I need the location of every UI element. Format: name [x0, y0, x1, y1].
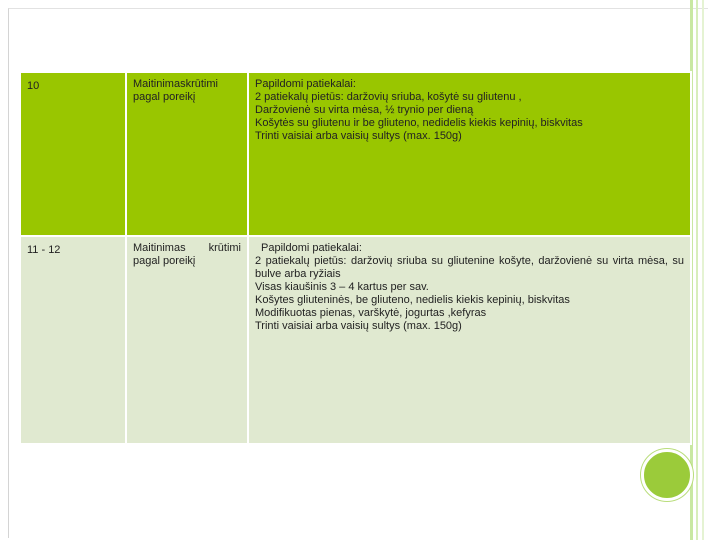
menu-line: Visas kiaušinis 3 – 4 kartus per sav.: [255, 281, 429, 293]
table-row: [20, 72, 691, 236]
decorative-circle: [641, 449, 693, 501]
decorative-side-lines: [690, 0, 720, 540]
menu-line: Košytes gliuteninės, be gliuteno, nedielis kiekis kepinių, biskvitas: [255, 294, 570, 306]
infant-diet-table: [19, 71, 692, 445]
menu-line: Papildomi patiekalai:: [255, 78, 356, 90]
age-cell: 10: [20, 72, 126, 236]
menu-line: 2 patiekalų pietūs: daržovių sriuba, košytė su gliutenu ,: [255, 91, 522, 103]
menu-line: Košytės su gliutenu ir be gliuteno, nedidelis kiekis kepinių, biskvitas: [255, 117, 583, 129]
menu-cell: [248, 236, 691, 444]
menu-line: 2 patiekalų pietūs: daržovių sriuba su gliutenine košyte, daržovienė su virta mėsa, su bulve arba ryžiais: [255, 255, 684, 280]
table-row: [20, 236, 691, 444]
feeding-cell: Maitinimas krūtimi pagal poreikį: [126, 236, 248, 444]
menu-line: Trinti vaisiai arba vaisių sultys (max. 150g): [255, 130, 462, 142]
age-cell: 11 - 12: [20, 236, 126, 444]
menu-line: Daržovienė su virta mėsa, ½ trynio per dieną: [255, 104, 474, 116]
menu-line: Modifikuotas pienas, varškytė, jogurtas ,kefyras: [255, 307, 487, 319]
side-line: [696, 0, 698, 540]
side-line: [702, 0, 704, 540]
menu-cell: [248, 72, 691, 236]
feeding-cell: Maitinimaskrūtimi pagal poreikį: [126, 72, 248, 236]
menu-line: Papildomi patiekalai:: [261, 242, 362, 254]
menu-line: Trinti vaisiai arba vaisių sultys (max. 150g): [255, 320, 462, 332]
